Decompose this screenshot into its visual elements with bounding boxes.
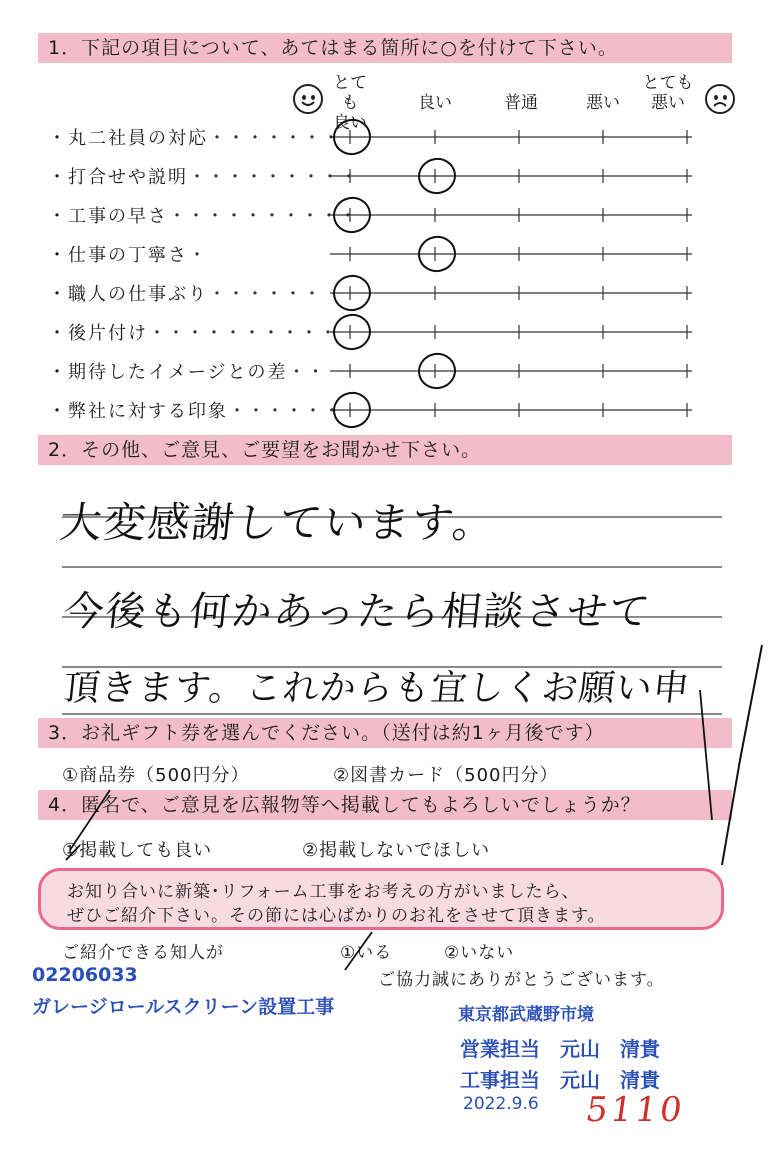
item-label: ・弊社に対する印象 [48,401,228,422]
item-label: ・期待したイメージとの差 [48,362,288,383]
notice-line1: お知り合いに新築･リフォーム工事をお考えの方がいましたら、 [67,882,580,902]
handwritten-comment-line3: 頂きます。これからも宜しくお願い申 [61,668,692,709]
item-label: ・仕事の丁寧さ [48,245,188,266]
item-label: ・後片付け [48,323,148,344]
item-label: ・工事の早さ [48,206,168,227]
handwritten-number: 5110 [583,1090,688,1130]
gift-option-product-voucher[interactable]: ①商品券（500円分） [62,765,250,786]
item-dots: ・ [188,245,207,266]
scale-header-bottom: 悪い [651,93,685,113]
section3-title: 3．お礼ギフト券を選んでください。（送付は約1ヶ月後です） [38,718,732,748]
publish-option-no[interactable]: ②掲載しないでほしい [302,840,491,861]
handwritten-comment-line2: 今後も何かあったら相談させて [61,589,654,635]
scale-header-bottom: 良い [418,93,452,113]
referral-notice-box [38,868,724,930]
scale-header-top: とても [333,73,367,113]
notice-line2: ぜひご紹介下さい。その節には心ばかりのお礼をさせて頂きます。 [67,906,606,926]
item-dots: ・・・・・・・ [208,128,341,149]
stamp-location: 東京都武蔵野市境 [458,1005,594,1025]
stamp-construction-rep: 工事担当 元山 清貴 [460,1068,660,1092]
item-dots: ・・・・・・・・・・ [168,206,358,227]
thanks-message: ご協力誠にありがとうございます。 [378,970,665,990]
item-dots: ・・・・・・ [208,284,322,305]
section1-title: 1．下記の項目について、あてはまる箇所に○を付けて下さい。 [38,33,732,63]
stamp-sales-rep: 営業担当 元山 清貴 [460,1037,660,1061]
stamp-date: 2022.9.6 [463,1094,539,1114]
publish-option-yes[interactable]: ①掲載しても良い [62,840,213,861]
section4-title: 4．匿名で、ご意見を広報物等へ掲載してもよろしいでしょうか？ [38,790,732,820]
scale-header-bottom: 良い [333,113,367,133]
referral-label: ご紹介できる知人が [62,943,224,963]
referral-option-yes[interactable]: ①いる [340,943,393,963]
stamp-work-name: ガレージロールスクリーン設置工事 [32,996,335,1018]
item-dots: ・・・・・・・・・・ [148,323,338,344]
gift-option-book-card[interactable]: ②図書カード（500円分） [333,765,559,786]
stamp-code: 02206033 [32,964,138,986]
item-label: ・職人の仕事ぶり [48,284,208,305]
item-dots: ・・ [287,362,326,383]
handwritten-comment-line1: 大変感謝しています。 [57,498,499,547]
section2-title: 2．その他、ご意見、ご要望をお聞かせ下さい。 [38,435,732,465]
scale-header-top: とても [642,73,694,93]
referral-option-no[interactable]: ②いない [444,943,515,963]
item-label: ・打合せや説明 [48,167,188,188]
item-label: ・丸二社員の対応 [48,128,208,149]
scale-header-bottom: 普通 [504,93,538,113]
scale-header-bottom: 悪い [586,93,620,113]
item-dots: ・・・・・・・・・ [188,167,359,188]
item-dots: ・・・・・・ [228,401,342,422]
